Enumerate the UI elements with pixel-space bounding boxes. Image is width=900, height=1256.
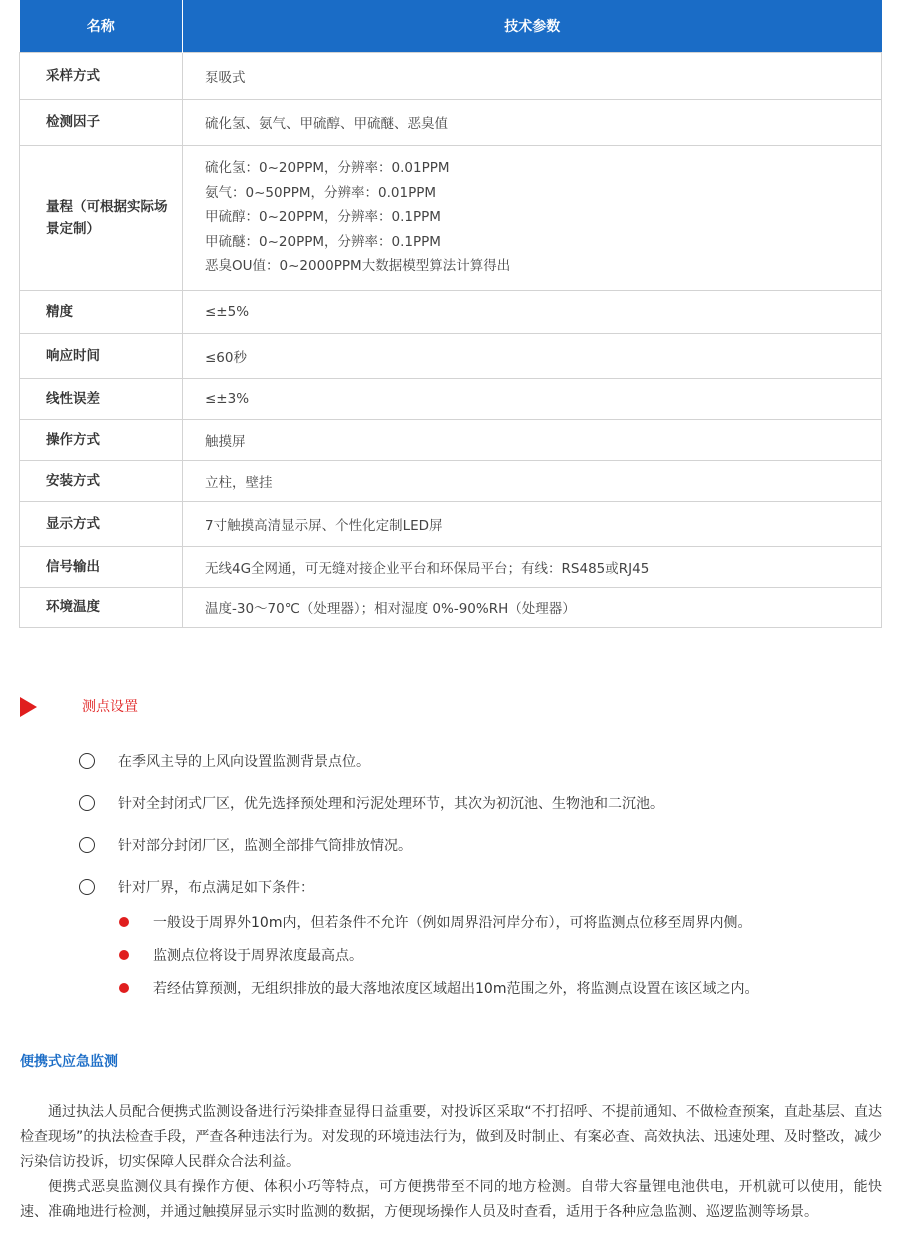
row-name: 响应时间 [20,333,183,378]
circle-outline-icon [79,879,95,895]
list-item-text: 针对部分封闭厂区，监测全部排气筒排放情况。 [118,838,412,854]
monitoring-point-list [79,750,879,918]
range-line: 甲硫醚：0~20PPM，分辨率：0.1PPM [205,233,441,250]
list-item [79,876,879,898]
table-header-row [20,0,882,52]
list-item [79,750,879,772]
paragraph: 通过执法人员配合便携式监测设备进行污染排查显得日益重要，对投诉区采取“不打招呼、不提前通知、不做检查预案，直赴基层、直达检查现场”的执法检查手段，严查各种违法行为。对发现的环境违法行为，做到及时制止、有案必查、高效执法、迅速处理、及时整改，减少污染信访投诉，切实保障人民群众合法利益。 [20,1104,882,1170]
table-row [20,52,882,99]
range-line: 硫化氢：0~20PPM，分辨率：0.01PPM [205,160,450,177]
row-name: 环境温度 [20,587,183,627]
row-name: 安装方式 [20,460,183,501]
row-value: 立柱，壁挂 [183,460,882,501]
row-value: 无线4G全网通，可无缝对接企业平台和环保局平台；有线：RS485或RJ45 [183,546,882,587]
row-value: 温度-30～70℃（处理器）；相对湿度 0%-90%RH（处理器） [183,587,882,627]
row-name: 信号输出 [20,546,183,587]
row-value: ≤±5% [183,290,882,333]
list-item-text: 针对厂界，布点满足如下条件： [118,880,314,896]
table-row [20,145,882,290]
row-value: 泵吸式 [183,52,882,99]
list-item [119,977,889,999]
portable-monitoring-body [20,1100,882,1225]
table-row [20,378,882,419]
list-item-text: 针对全封闭式厂区，优先选择预处理和污泥处理环节，其次为初沉池、生物池和二沉池。 [118,796,664,812]
table-row [20,501,882,546]
table-row [20,546,882,587]
header-name: 名称 [20,0,183,52]
range-line: 甲硫醇：0~20PPM，分辨率：0.1PPM [205,209,441,226]
row-name: 精度 [20,290,183,333]
row-value: 7寸触摸高清显示屏、个性化定制LED屏 [183,501,882,546]
row-name: 量程（可根据实际场景定制） [20,145,183,290]
circle-outline-icon [79,795,95,811]
row-name: 检测因子 [20,99,183,145]
list-item [79,792,879,814]
range-line: 氨气：0~50PPM，分辨率：0.01PPM [205,184,436,201]
row-value: ≤±3% [183,378,882,419]
boundary-condition-list [119,911,889,1010]
paragraph: 便携式恶臭监测仪具有操作方便、体积小巧等特点，可方便携带至不同的地方检测。自带大容量锂电池供电，开机就可以使用，能快速、准确地进行检测，并通过触摸屏显示实时监测的数据，方便现场操作人员及时查看，适用于各种应急监测、巡逻监测等场景。 [20,1179,882,1220]
red-dot-icon [119,950,129,960]
row-name: 采样方式 [20,52,183,99]
table-row [20,587,882,627]
list-item [119,911,889,933]
range-line: 恶臭OU值：0~2000PPM大数据模型算法计算得出 [205,258,511,275]
circle-outline-icon [79,753,95,769]
list-item-text: 若经估算预测，无组织排放的最大落地浓度区域超出10m范围之外，将监测点设置在该区域之内。 [153,981,759,997]
list-item-text: 一般设于周界外10m内，但若条件不允许（例如周界沿河岸分布），可将监测点位移至周界内侧。 [153,915,752,931]
circle-outline-icon [79,837,95,853]
table-row [20,460,882,501]
table-row [20,99,882,145]
portable-monitoring-title: 便携式应急监测 [20,1054,118,1070]
section-title: 测点设置 [82,699,138,715]
table-row [20,419,882,460]
table-row [20,290,882,333]
list-item [119,944,889,966]
red-dot-icon [119,983,129,993]
row-name: 线性误差 [20,378,183,419]
header-params: 技术参数 [183,0,882,52]
table-row [20,333,882,378]
row-value: ≤60秒 [183,333,882,378]
triangle-right-icon [20,697,37,717]
list-item-text: 监测点位将设于周界浓度最高点。 [153,948,363,964]
row-value-multiline [183,145,882,290]
list-item [79,834,879,856]
list-item-text: 在季风主导的上风向设置监测背景点位。 [118,754,370,770]
section-heading [20,697,138,717]
red-dot-icon [119,917,129,927]
row-name: 显示方式 [20,501,183,546]
row-name: 操作方式 [20,419,183,460]
row-value: 硫化氢、氨气、甲硫醇、甲硫醚、恶臭值 [183,99,882,145]
row-value: 触摸屏 [183,419,882,460]
spec-table [19,0,882,628]
